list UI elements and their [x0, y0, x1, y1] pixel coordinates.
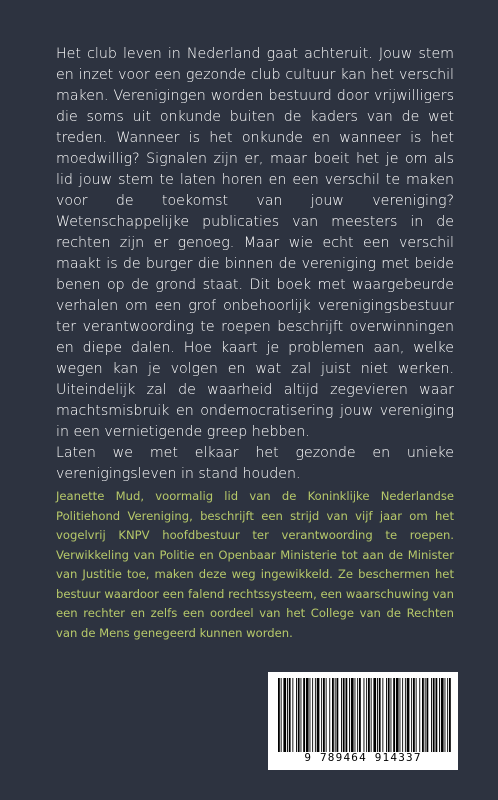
barcode-bar [441, 678, 444, 752]
barcode-bar [283, 678, 286, 752]
barcode-bar [310, 678, 311, 752]
barcode-bar [332, 678, 334, 752]
barcode-bar [388, 678, 390, 752]
barcode-bar [303, 678, 305, 752]
barcode-bar [329, 678, 330, 752]
barcode-bar [433, 678, 435, 752]
barcode-bar [287, 678, 288, 752]
barcode-bar [411, 678, 412, 752]
barcode-bar [371, 678, 372, 752]
barcode-bar [449, 678, 451, 752]
barcode-bar [312, 678, 313, 752]
barcode-bar [335, 678, 336, 752]
barcode-bars [276, 678, 452, 752]
barcode-bar [323, 678, 325, 752]
barcode-bar [396, 678, 399, 752]
barcode-bar [296, 678, 297, 752]
barcode-bar [281, 678, 282, 752]
barcode-bar [439, 678, 440, 752]
barcode-bar [355, 678, 356, 752]
barcode-bar [364, 678, 365, 752]
barcode-bar [298, 678, 300, 752]
barcode-bar [306, 678, 309, 752]
barcode-bar [346, 678, 348, 752]
barcode-bar [400, 678, 401, 752]
barcode-bar [292, 678, 293, 752]
blurb-paragraph-1: Het club leven in Nederland gaat achteruit. Jouw stem en inzet voor een gezonde club cultuur kan het verschil maken. Verenigingen worden bestuurd door vrijwilligers die soms uit onkunde buiten de kaders van de wet treden. Wanneer is het onkunde en wanneer is het moedwillig? Signalen zijn er, maar boeit het je om als lid jouw stem te laten horen en een verschil te maken voor de toekomst van jouw vereniging? Wetenschappelijke publicaties van meesters in de rechten zijn er genoeg. Maar wie echt een verschil maakt is de burger die binnen de vereniging met beide benen op de grond staat. Dit boek met waargebeurde verhalen om een grof onbehoorlijk verenigingsbestuur ter verantwoording te roepen beschrijft overwinningen en diepe dalen. Hoe kaart je problemen aan, welke wegen kan je volgen en wat zal juist niet werken. Uiteindelijk zal de waarheid altijd zegevieren waar machtsmisbruik en ondemocratisering jouw vereniging in een vernietigende greep hebben. [56, 46, 454, 440]
barcode-bar [326, 678, 327, 752]
barcode-bar [289, 678, 291, 752]
barcode-bar [357, 678, 358, 752]
barcode-bar [391, 678, 392, 752]
barcode-bar [422, 678, 424, 752]
barcode-bar [402, 678, 403, 752]
barcode-bar [416, 678, 417, 752]
barcode-bar [321, 678, 322, 752]
barcode-bar [425, 678, 426, 752]
barcode-bar [343, 678, 345, 752]
barcode-bar [359, 678, 361, 752]
barcode-bar [447, 678, 448, 752]
barcode-bar [379, 678, 381, 752]
barcode-bar [419, 678, 420, 752]
barcode-bar [337, 678, 339, 752]
barcode-bar [445, 678, 446, 752]
barcode-bar [405, 678, 406, 752]
barcode-bar [351, 678, 354, 752]
barcode-bar [431, 678, 432, 752]
barcode-bar [373, 678, 376, 752]
blurb-text [56, 44, 454, 485]
barcode-bar [427, 678, 429, 752]
barcode-bar [317, 678, 320, 752]
barcode-bar [341, 678, 342, 752]
barcode-bar [393, 678, 395, 752]
barcode-bar [301, 678, 302, 752]
barcode-bar [377, 678, 378, 752]
barcode-bar [368, 678, 370, 752]
author-bio: Jeanette Mud, voormalig lid van de Koninklijke Nederlandse Politiehond Vereniging, beschrijft een strijd van vijf jaar om het vogelvrij KNPV hoofdbestuur ter verantwoording te roepen. Verwikkeling van Politie en Openbaar Ministerie tot aan de Minister van Justitie toe, maken deze weg ingewikkeld. Ze beschermen het bestuur waardoor een falend rechtssysteem, een waarschuwing van een rechter en zelfs een oordeel van het College van de Rechten van de Mens genegeerd kunnen worden. [56, 489, 454, 640]
barcode-bar [278, 678, 280, 752]
barcode-bar [413, 678, 415, 752]
barcode-bar [315, 678, 316, 752]
barcode-bar [436, 678, 438, 752]
barcode-bar [349, 678, 350, 752]
barcode-bar [386, 678, 387, 752]
barcode-bar [366, 678, 367, 752]
isbn-barcode [268, 672, 458, 770]
barcode-bar [382, 678, 383, 752]
barcode-bar [407, 678, 410, 752]
blurb-paragraph-2: Laten we met elkaar het gezonde en unieke verenigingsleven in stand houden. [56, 445, 454, 482]
isbn-number: 9 789464 914337 [304, 751, 422, 764]
